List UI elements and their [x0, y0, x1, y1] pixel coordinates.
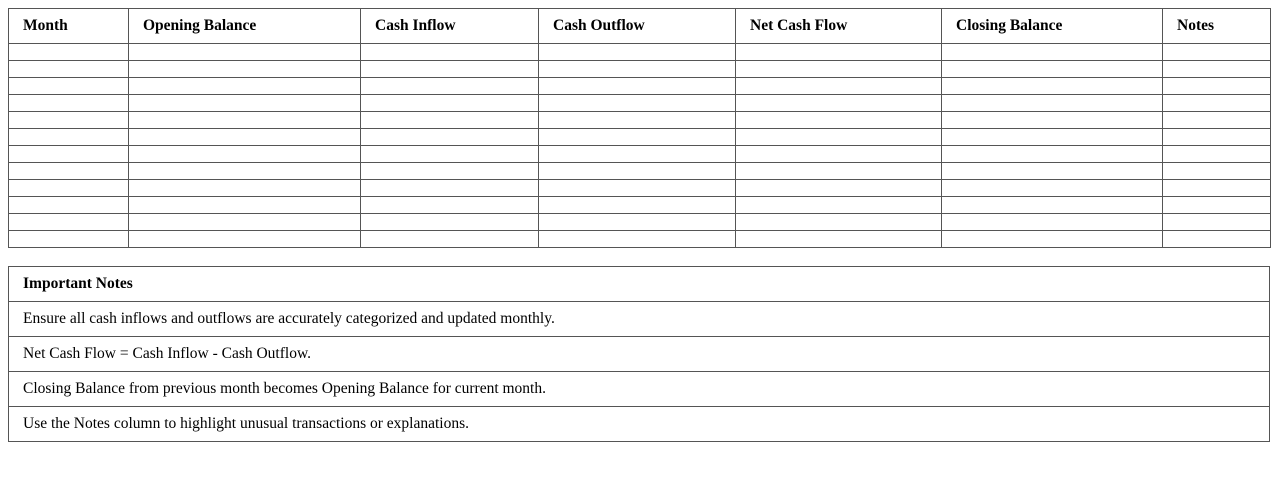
cell-cash-outflow [539, 78, 736, 95]
cell-notes [1163, 180, 1271, 197]
cell-closing-balance [942, 146, 1163, 163]
table-body [9, 44, 1271, 248]
note-item: Net Cash Flow = Cash Inflow - Cash Outflow. [9, 337, 1270, 372]
cell-notes [1163, 197, 1271, 214]
table-row [9, 214, 1271, 231]
note-item: Closing Balance from previous month becomes Opening Balance for current month. [9, 372, 1270, 407]
cell-notes [1163, 61, 1271, 78]
table-row [9, 146, 1271, 163]
cell-net-cash-flow [736, 44, 942, 61]
column-header-cash-inflow: Cash Inflow [361, 9, 539, 44]
cell-month [9, 163, 129, 180]
cell-cash-inflow [361, 61, 539, 78]
cell-net-cash-flow [736, 78, 942, 95]
table-row [9, 129, 1271, 146]
table-row [9, 61, 1271, 78]
cell-net-cash-flow [736, 214, 942, 231]
cell-cash-inflow [361, 146, 539, 163]
note-row [9, 302, 1270, 337]
cell-month [9, 44, 129, 61]
notes-heading-row [9, 267, 1270, 302]
cell-notes [1163, 95, 1271, 112]
header-row [9, 9, 1271, 44]
cell-opening-balance [129, 112, 361, 129]
cell-cash-inflow [361, 163, 539, 180]
cell-opening-balance [129, 78, 361, 95]
cell-net-cash-flow [736, 163, 942, 180]
cell-notes [1163, 146, 1271, 163]
column-header-opening-balance: Opening Balance [129, 9, 361, 44]
table-row [9, 180, 1271, 197]
cell-cash-outflow [539, 112, 736, 129]
table-header [9, 9, 1271, 44]
cell-cash-outflow [539, 214, 736, 231]
cell-month [9, 95, 129, 112]
cell-cash-outflow [539, 44, 736, 61]
cell-net-cash-flow [736, 146, 942, 163]
column-header-notes: Notes [1163, 9, 1271, 44]
cell-closing-balance [942, 180, 1163, 197]
cell-opening-balance [129, 61, 361, 78]
cell-notes [1163, 129, 1271, 146]
column-header-net-cash-flow: Net Cash Flow [736, 9, 942, 44]
cell-notes [1163, 44, 1271, 61]
cell-notes [1163, 163, 1271, 180]
cell-closing-balance [942, 214, 1163, 231]
cell-month [9, 146, 129, 163]
cell-notes [1163, 78, 1271, 95]
cell-cash-inflow [361, 95, 539, 112]
cell-closing-balance [942, 231, 1163, 248]
cell-closing-balance [942, 44, 1163, 61]
cell-cash-inflow [361, 197, 539, 214]
cell-closing-balance [942, 78, 1163, 95]
column-header-cash-outflow: Cash Outflow [539, 9, 736, 44]
note-row [9, 407, 1270, 442]
cell-notes [1163, 231, 1271, 248]
cell-net-cash-flow [736, 112, 942, 129]
cell-cash-inflow [361, 44, 539, 61]
cell-month [9, 214, 129, 231]
note-row [9, 337, 1270, 372]
important-notes-heading: Important Notes [9, 267, 1270, 302]
cell-net-cash-flow [736, 61, 942, 78]
cell-closing-balance [942, 197, 1163, 214]
cell-net-cash-flow [736, 95, 942, 112]
cell-cash-outflow [539, 197, 736, 214]
cell-cash-outflow [539, 163, 736, 180]
cash-flow-table [8, 8, 1271, 248]
cell-closing-balance [942, 95, 1163, 112]
cell-month [9, 197, 129, 214]
cell-cash-outflow [539, 61, 736, 78]
cell-month [9, 112, 129, 129]
cell-opening-balance [129, 95, 361, 112]
cell-closing-balance [942, 129, 1163, 146]
cell-cash-inflow [361, 129, 539, 146]
cell-opening-balance [129, 231, 361, 248]
cell-cash-inflow [361, 214, 539, 231]
cell-closing-balance [942, 112, 1163, 129]
table-row [9, 112, 1271, 129]
cell-cash-outflow [539, 231, 736, 248]
cell-opening-balance [129, 180, 361, 197]
column-header-closing-balance: Closing Balance [942, 9, 1163, 44]
note-item: Use the Notes column to highlight unusual transactions or explanations. [9, 407, 1270, 442]
cell-opening-balance [129, 44, 361, 61]
cell-opening-balance [129, 146, 361, 163]
cell-cash-outflow [539, 129, 736, 146]
cell-cash-outflow [539, 146, 736, 163]
cell-cash-inflow [361, 180, 539, 197]
cell-opening-balance [129, 163, 361, 180]
cell-net-cash-flow [736, 129, 942, 146]
table-row [9, 231, 1271, 248]
cell-net-cash-flow [736, 231, 942, 248]
cell-month [9, 231, 129, 248]
important-notes-table [8, 266, 1270, 442]
cell-closing-balance [942, 61, 1163, 78]
cell-notes [1163, 112, 1271, 129]
cell-month [9, 61, 129, 78]
cell-net-cash-flow [736, 180, 942, 197]
column-header-month: Month [9, 9, 129, 44]
note-row [9, 372, 1270, 407]
cell-closing-balance [942, 163, 1163, 180]
cell-cash-inflow [361, 112, 539, 129]
cell-notes [1163, 214, 1271, 231]
table-row [9, 78, 1271, 95]
cell-opening-balance [129, 214, 361, 231]
cell-opening-balance [129, 129, 361, 146]
note-item: Ensure all cash inflows and outflows are accurately categorized and updated monthly. [9, 302, 1270, 337]
cell-cash-inflow [361, 231, 539, 248]
cell-month [9, 78, 129, 95]
cell-month [9, 180, 129, 197]
cell-net-cash-flow [736, 197, 942, 214]
cell-month [9, 129, 129, 146]
table-row [9, 44, 1271, 61]
table-row [9, 163, 1271, 180]
table-row [9, 197, 1271, 214]
table-row [9, 95, 1271, 112]
cell-cash-inflow [361, 78, 539, 95]
cell-cash-outflow [539, 95, 736, 112]
cell-opening-balance [129, 197, 361, 214]
cell-cash-outflow [539, 180, 736, 197]
